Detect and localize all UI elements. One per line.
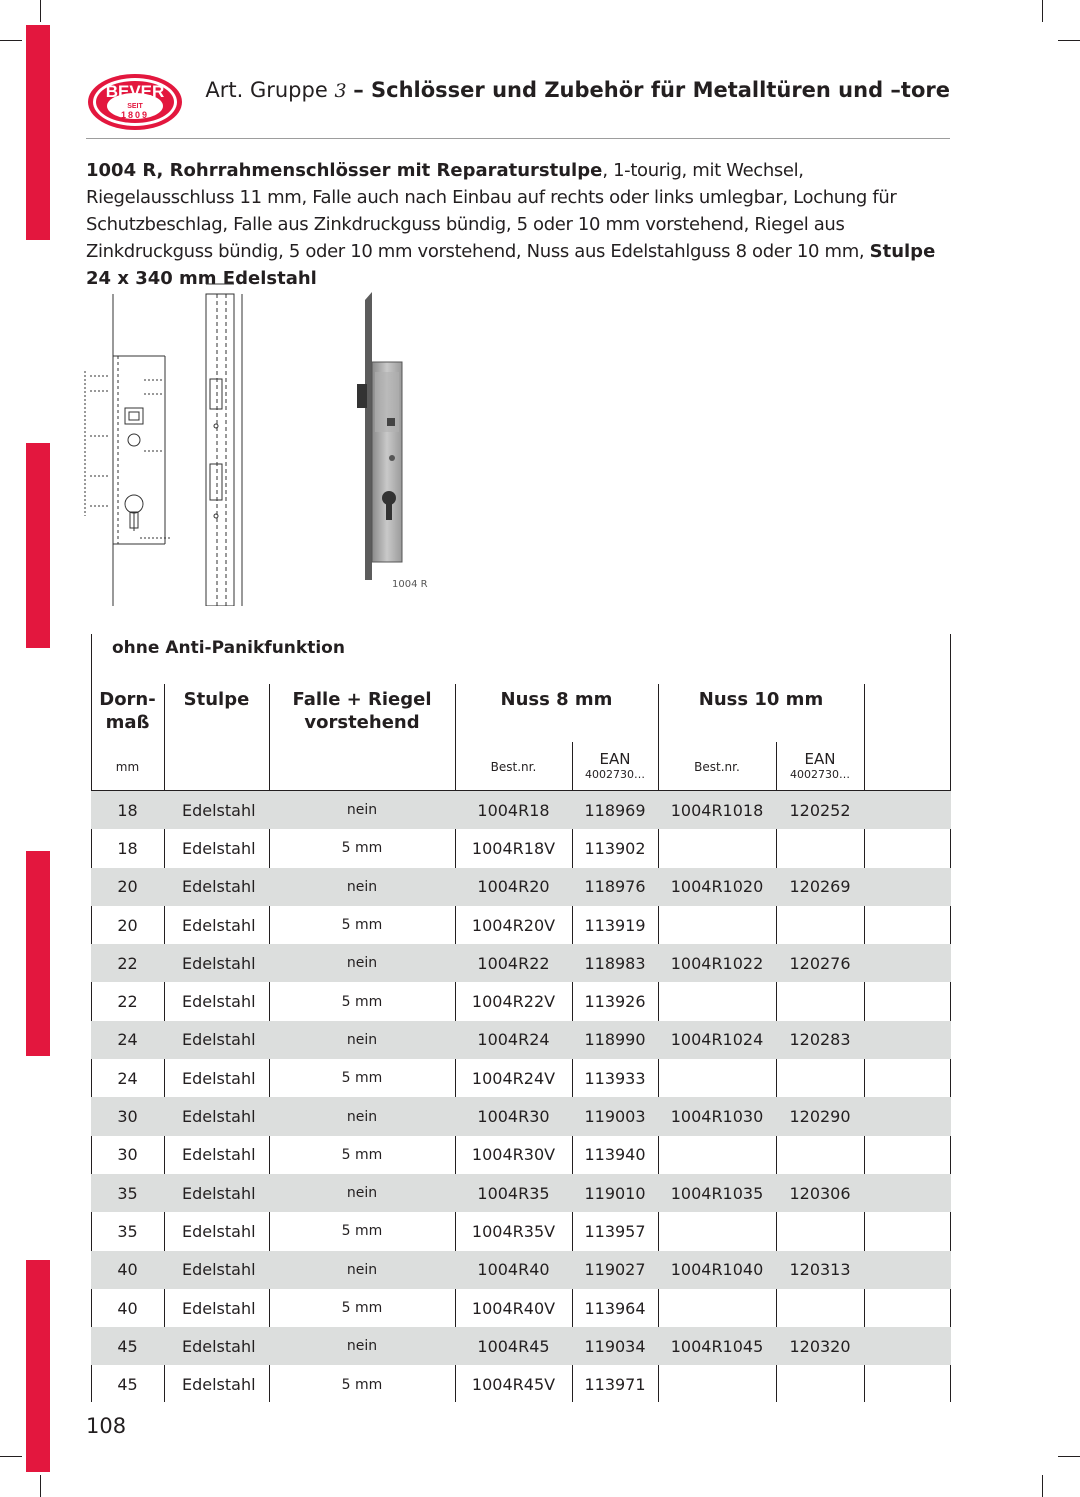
- cell-bestnr-8: 1004R20: [477, 877, 550, 897]
- cell-stulpe: Edelstahl: [182, 1145, 256, 1165]
- table-row: [91, 1059, 951, 1097]
- figure-caption: 1004 R: [392, 579, 428, 590]
- cell-dornmass: 35: [117, 1221, 138, 1241]
- cell-falle: nein: [346, 1108, 378, 1125]
- cell-ean-10: 120313: [789, 1260, 851, 1280]
- bestnr10-label: Best.nr.: [694, 760, 740, 774]
- cell-bestnr-10: [658, 1059, 776, 1097]
- cell-ean-8: 113957: [584, 1221, 646, 1241]
- section-title: ohne Anti-Panikfunktion: [112, 638, 345, 658]
- cell-ean-10: [776, 1136, 864, 1174]
- cell-falle: 5 mm: [341, 993, 383, 1010]
- cell-falle: 5 mm: [341, 1376, 383, 1393]
- cell-bestnr-8: 1004R40V: [471, 1298, 556, 1318]
- table-row: [91, 1021, 951, 1059]
- cell-falle: nein: [346, 1261, 378, 1278]
- cell-ean-8: 113933: [584, 1068, 646, 1088]
- header-nuss8: [455, 688, 658, 711]
- page-title: – Schlösser und Zubehör für Metalltüren und –tore: [353, 78, 950, 102]
- header-dorn-line2: maß: [105, 712, 150, 733]
- ean8-title: EAN: [599, 750, 631, 768]
- cell-bestnr-10: [658, 1136, 776, 1174]
- cell-ean-10: 120306: [789, 1183, 851, 1203]
- cell-falle: nein: [346, 1185, 378, 1202]
- cell-stulpe: Edelstahl: [182, 953, 256, 973]
- cell-ean-8: 119003: [584, 1107, 646, 1127]
- product-stulpe: Stulpe 24 x 340 mm Edelstahl: [86, 241, 936, 289]
- cell-ean-8: 113940: [584, 1145, 646, 1165]
- crop-mark: [1042, 0, 1043, 22]
- cell-ean-8: 113964: [584, 1298, 646, 1318]
- group-number: 3: [334, 80, 347, 102]
- cell-ean-8: 113971: [584, 1375, 646, 1395]
- cell-dornmass: 30: [117, 1145, 138, 1165]
- cell-falle: 5 mm: [341, 840, 383, 857]
- cell-falle: nein: [346, 955, 378, 972]
- red-tab: [26, 1260, 50, 1472]
- table-row: [91, 906, 951, 944]
- cell-bestnr-8: 1004R35V: [471, 1221, 556, 1241]
- header-falle-line2: vorstehend: [304, 712, 420, 733]
- cell-ean-10: [776, 1059, 864, 1097]
- page-number: 108: [86, 1414, 127, 1438]
- cell-stulpe: Edelstahl: [182, 838, 256, 858]
- header-stulpe-label: Stulpe: [183, 689, 250, 710]
- cell-ean-10: 120290: [789, 1107, 851, 1127]
- red-tab: [26, 443, 50, 648]
- cell-dornmass: 40: [117, 1298, 138, 1318]
- cell-bestnr-8: 1004R30: [477, 1107, 550, 1127]
- ean10-prefix: 4002730…: [790, 768, 850, 781]
- cell-dornmass: 20: [117, 877, 138, 897]
- header-nuss8-label: Nuss 8 mm: [500, 689, 613, 710]
- page-header: [86, 78, 950, 102]
- crop-mark: [1058, 1456, 1080, 1457]
- table-row: [91, 1366, 951, 1404]
- cell-stulpe: Edelstahl: [182, 992, 256, 1012]
- cell-stulpe: Edelstahl: [182, 800, 256, 820]
- header-nuss10-label: Nuss 10 mm: [698, 689, 824, 710]
- cell-bestnr-10: 1004R1040: [670, 1260, 764, 1280]
- crop-mark: [0, 40, 22, 41]
- product-description: [86, 157, 956, 292]
- cell-bestnr-8: 1004R40: [477, 1260, 550, 1280]
- cell-dornmass: 18: [117, 800, 138, 820]
- art-label: Art. Gruppe: [205, 78, 328, 102]
- cell-bestnr-8: 1004R18: [477, 800, 550, 820]
- cell-ean-10: [776, 906, 864, 944]
- cell-stulpe: Edelstahl: [182, 1375, 256, 1395]
- cell-ean-10: 120320: [789, 1336, 851, 1356]
- ean10-title: EAN: [804, 750, 836, 768]
- cell-ean-8: 118990: [584, 1030, 646, 1050]
- header-dorn: [91, 688, 164, 734]
- cell-bestnr-8: 1004R30V: [471, 1145, 556, 1165]
- cell-bestnr-8: 1004R22: [477, 953, 550, 973]
- ean8-label: [572, 750, 658, 781]
- table-row: [91, 1289, 951, 1327]
- cell-stulpe: Edelstahl: [182, 877, 256, 897]
- cell-bestnr-10: 1004R1045: [670, 1336, 764, 1356]
- cell-bestnr-10: [658, 906, 776, 944]
- cell-falle: 5 mm: [341, 1146, 383, 1163]
- cell-bestnr-10: [658, 1366, 776, 1404]
- cell-ean-10: 120252: [789, 800, 851, 820]
- red-tab: [26, 851, 50, 1056]
- cell-falle: 5 mm: [341, 1223, 383, 1240]
- table-row: [91, 829, 951, 867]
- cell-bestnr-8: 1004R45V: [471, 1375, 556, 1395]
- cell-dornmass: 22: [117, 992, 138, 1012]
- header-divider: [86, 138, 950, 139]
- cell-stulpe: Edelstahl: [182, 1107, 256, 1127]
- cell-bestnr-10: [658, 1212, 776, 1250]
- cell-ean-10: [776, 1212, 864, 1250]
- cell-stulpe: Edelstahl: [182, 1068, 256, 1088]
- product-name: 1004 R, Rohrrahmenschlösser mit Reparaturstulpe: [86, 160, 603, 181]
- cell-ean-8: 119027: [584, 1260, 646, 1280]
- cell-ean-10: 120283: [789, 1030, 851, 1050]
- cell-bestnr-10: 1004R1035: [670, 1183, 764, 1203]
- table-row: [91, 791, 951, 829]
- cell-bestnr-10: 1004R1020: [670, 877, 764, 897]
- cell-dornmass: 30: [117, 1107, 138, 1127]
- cell-stulpe: Edelstahl: [182, 1221, 256, 1241]
- cell-ean-8: 113926: [584, 992, 646, 1012]
- table-row: [91, 1212, 951, 1250]
- cell-ean-10: [776, 983, 864, 1021]
- cell-falle: 5 mm: [341, 1070, 383, 1087]
- cell-dornmass: 24: [117, 1030, 138, 1050]
- crop-mark: [0, 1456, 22, 1457]
- cell-falle: 5 mm: [341, 917, 383, 934]
- cell-stulpe: Edelstahl: [182, 1260, 256, 1280]
- cell-ean-10: 120269: [789, 877, 851, 897]
- technical-drawing: [80, 276, 250, 610]
- red-tab: [26, 25, 50, 240]
- cell-falle: nein: [346, 802, 378, 819]
- crop-mark: [40, 1475, 41, 1497]
- svg-text:BEVER: BEVER: [105, 82, 165, 101]
- table-row: [91, 1251, 951, 1289]
- cell-bestnr-10: [658, 829, 776, 867]
- product-details: , 1-tourig, mit Wechsel, Riegelausschluss 11 mm, Falle auch nach Einbau auf rechts oder links umlegbar, Lochung für Schutzbeschlag, Falle aus Zinkdruckguss bündig, 5 oder 10 mm vorstehend, Riegel aus Zinkdruckguss bündig, 5 oder 10 mm vorstehend, Nuss aus Edelstahlguss 8 oder 10 mm,: [86, 160, 897, 262]
- cell-ean-10: [776, 1366, 864, 1404]
- table-row: [91, 944, 951, 982]
- crop-mark: [1058, 40, 1080, 41]
- cell-falle: nein: [346, 1338, 378, 1355]
- cell-bestnr-10: 1004R1022: [670, 953, 764, 973]
- cell-bestnr-8: 1004R18V: [471, 838, 556, 858]
- cell-ean-8: 118983: [584, 953, 646, 973]
- header-stulpe: [164, 688, 269, 711]
- cell-stulpe: Edelstahl: [182, 1183, 256, 1203]
- cell-ean-10: 120276: [789, 953, 851, 973]
- table-row: [91, 983, 951, 1021]
- cell-dornmass: 45: [117, 1336, 138, 1356]
- ean10-label: [776, 750, 864, 781]
- crop-mark: [1042, 1475, 1043, 1497]
- cell-ean-10: [776, 829, 864, 867]
- product-photo: [345, 292, 415, 586]
- cell-falle: nein: [346, 1031, 378, 1048]
- cell-ean-8: 113902: [584, 838, 646, 858]
- cell-ean-8: 119034: [584, 1336, 646, 1356]
- cell-stulpe: Edelstahl: [182, 1030, 256, 1050]
- cell-bestnr-10: [658, 1289, 776, 1327]
- cell-dornmass: 40: [117, 1260, 138, 1280]
- cell-bestnr-10: [658, 983, 776, 1021]
- ean8-prefix: 4002730…: [585, 768, 645, 781]
- header-falle-line1: Falle + Riegel: [292, 689, 432, 710]
- cell-dornmass: 24: [117, 1068, 138, 1088]
- cell-bestnr-8: 1004R35: [477, 1183, 550, 1203]
- bestnr8-label: Best.nr.: [490, 760, 537, 774]
- cell-bestnr-8: 1004R24: [477, 1030, 550, 1050]
- cell-ean-8: 118969: [584, 800, 646, 820]
- table-row: [91, 1097, 951, 1135]
- table-row: [91, 1136, 951, 1174]
- cell-dornmass: 18: [117, 838, 138, 858]
- cell-ean-10: [776, 1289, 864, 1327]
- cell-bestnr-8: 1004R24V: [471, 1068, 556, 1088]
- cell-bestnr-10: 1004R1030: [670, 1107, 764, 1127]
- cell-bestnr-10: 1004R1018: [670, 800, 764, 820]
- table-row: [91, 1174, 951, 1212]
- header-nuss10: [658, 688, 864, 711]
- table-row: [91, 1327, 951, 1365]
- cell-bestnr-8: 1004R22V: [471, 992, 556, 1012]
- cell-stulpe: Edelstahl: [182, 915, 256, 935]
- svg-text:1809: 1809: [120, 110, 150, 120]
- header-falle: [269, 688, 455, 734]
- cell-bestnr-8: 1004R45: [477, 1336, 550, 1356]
- cell-dornmass: 22: [117, 953, 138, 973]
- cell-dornmass: 20: [117, 915, 138, 935]
- svg-text:SEIT: SEIT: [127, 103, 143, 110]
- cell-stulpe: Edelstahl: [182, 1298, 256, 1318]
- cell-ean-8: 119010: [584, 1183, 646, 1203]
- cell-dornmass: 45: [117, 1375, 138, 1395]
- cell-ean-8: 118976: [584, 877, 646, 897]
- cell-dornmass: 35: [117, 1183, 138, 1203]
- cell-falle: nein: [346, 878, 378, 895]
- header-dorn-line1: Dorn-: [99, 689, 156, 710]
- unit-label: mm: [115, 760, 140, 774]
- crop-mark: [40, 0, 41, 22]
- cell-bestnr-10: 1004R1024: [670, 1030, 764, 1050]
- cell-bestnr-8: 1004R20V: [471, 915, 556, 935]
- cell-ean-8: 113919: [584, 915, 646, 935]
- cell-stulpe: Edelstahl: [182, 1336, 256, 1356]
- cell-falle: 5 mm: [341, 1300, 383, 1317]
- table-row: [91, 868, 951, 906]
